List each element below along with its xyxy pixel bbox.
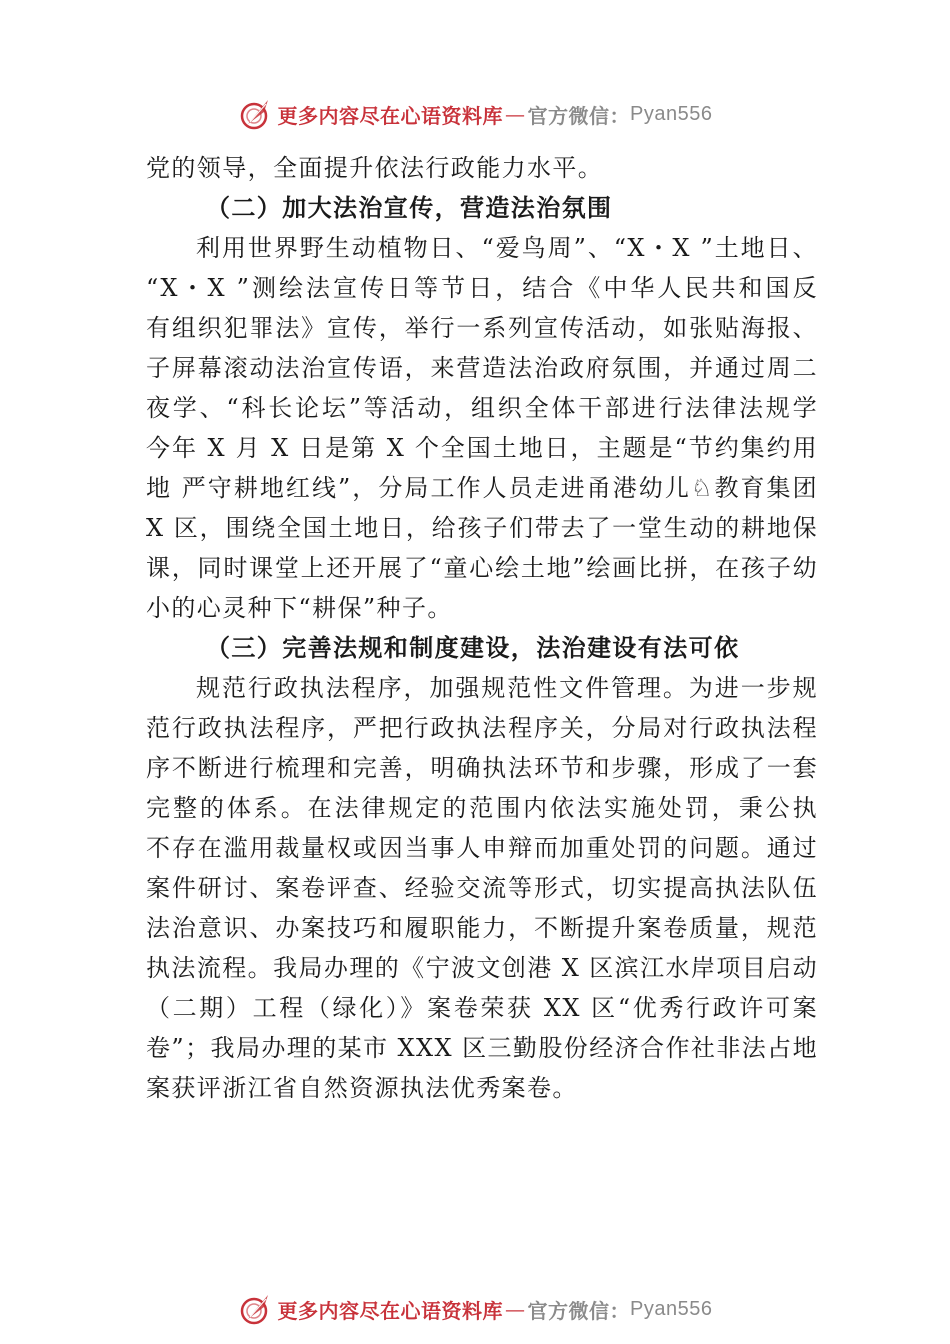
section-heading-2: （二）加大法治宣传，营造法治氛围 xyxy=(206,193,613,222)
watermark-wechat-id: Pyan556 xyxy=(630,1297,713,1320)
footer-watermark xyxy=(0,1287,950,1331)
paragraph-line: 夜学、“科长论坛”等活动，组织全体干部进行法律法规学 xyxy=(146,394,818,422)
paragraph-line: 完整的体系。在法律规定的范围内依法实施处罚，秉公执 xyxy=(146,794,818,822)
paragraph-line: 党的领导，全面提升依法行政能力水平。 xyxy=(146,154,604,182)
section-heading-3: （三）完善法规和制度建设，法治建设有法可依 xyxy=(206,633,740,662)
paragraph-line: 地 严守耕地红线”，分局工作人员走进甬港幼儿♘教育集团 xyxy=(146,474,818,502)
paragraph-line: 小的心灵种下“耕保”种子。 xyxy=(146,594,453,622)
watermark-dash: — xyxy=(505,1297,526,1321)
feather-pen-logo-icon xyxy=(238,96,274,132)
paragraph-line: 序不断进行梳理和完善，明确执法环节和步骤，形成了一套 xyxy=(146,754,818,782)
paragraph-line: 法治意识、办案技巧和履职能力，不断提升案卷质量，规范 xyxy=(146,914,818,942)
feather-pen-logo-icon xyxy=(238,1291,274,1327)
header-watermark xyxy=(0,92,950,136)
watermark-site-name: 更多内容尽在心语资料库 xyxy=(277,1298,504,1323)
paragraph-line: 不存在滥用裁量权或因当事人申辩而加重处罚的问题。通过 xyxy=(146,834,818,862)
watermark-wechat-id: Pyan556 xyxy=(630,102,713,125)
paragraph-line: 案获评浙江省自然资源执法优秀案卷。 xyxy=(146,1074,578,1102)
paragraph-line: X 区，围绕全国土地日，给孩子们带去了一堂生动的耕地保 xyxy=(146,514,818,542)
paragraph-line: 案件研讨、案卷评查、经验交流等形式，切实提高执法队伍 xyxy=(146,874,818,902)
paragraph-line: 利用世界野生动植物日、“爱鸟周”、“X・X ”土地日、 xyxy=(196,234,818,262)
paragraph-line: 有组织犯罪法》宣传，举行一系列宣传活动，如张贴海报、 xyxy=(146,314,818,342)
document-body xyxy=(146,148,818,1108)
paragraph-line: 执法流程。我局办理的《宁波文创港 X 区滨江水岸项目启动 xyxy=(146,954,818,982)
paragraph-line: （二期）工程（绿化）》案卷荣获 XX 区“优秀行政许可案 xyxy=(146,994,818,1022)
paragraph-line: 卷”；我局办理的某市 XXX 区三勤股份经济合作社非法占地 xyxy=(146,1034,818,1062)
watermark-wechat-label: 官方微信： xyxy=(527,103,631,128)
paragraph-line: 今年 X 月 X 日是第 X 个全国土地日，主题是“节约集约用 xyxy=(146,434,818,462)
watermark-site-name: 更多内容尽在心语资料库 xyxy=(277,103,504,128)
paragraph-line: 课，同时课堂上还开展了“童心绘土地”绘画比拼，在孩子幼 xyxy=(146,554,818,582)
paragraph-line: 规范行政执法程序，加强规范性文件管理。为进一步规 xyxy=(196,674,818,702)
paragraph-line: “X・X ”测绘法宣传日等节日，结合《中华人民共和国反 xyxy=(146,274,818,302)
paragraph-line: 子屏幕滚动法治宣传语，来营造法治政府氛围，并通过周二 xyxy=(146,354,818,382)
watermark-wechat-label: 官方微信： xyxy=(527,1298,631,1323)
paragraph-line: 范行政执法程序，严把行政执法程序关，分局对行政执法程 xyxy=(146,714,818,742)
watermark-dash: — xyxy=(505,102,526,126)
